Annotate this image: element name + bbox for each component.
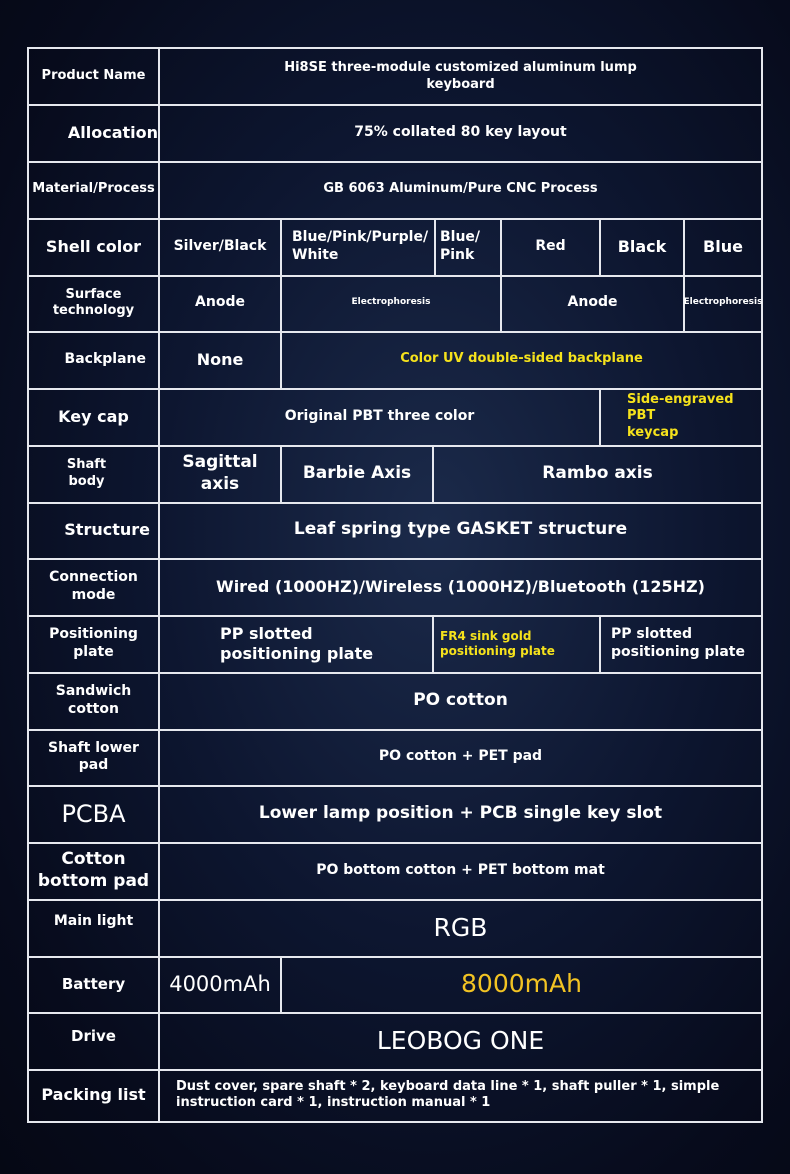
value-main-light: RGB [433, 912, 488, 942]
shaft-sagittal: Sagittal axis [182, 452, 258, 494]
shell-color-silver-black: Silver/Black [173, 237, 267, 254]
battery-4000: 4000mAh [169, 971, 271, 996]
value-product-name: Hi8SE three-module customized aluminum lump keyboard [284, 60, 637, 92]
row-shaft-body [29, 445, 761, 504]
row-surface [29, 275, 761, 333]
label-shaft-lower: Shaft lower pad [29, 729, 160, 785]
label-main-light: Main light [29, 899, 160, 956]
positioning-pp-1: PP slotted positioning plate [220, 623, 374, 663]
label-battery: Battery [29, 956, 160, 1012]
value-pcba: Lower lamp position + PCB single key slot [258, 802, 663, 823]
row-backplane [29, 331, 761, 390]
label-positioning: Positioning plate [29, 615, 160, 672]
row-structure [29, 502, 761, 560]
row-material [29, 161, 761, 220]
label-surface: Surface technology [29, 275, 160, 331]
row-battery [29, 956, 761, 1014]
row-sandwich [29, 672, 761, 731]
row-packing [29, 1069, 761, 1121]
backplane-color-uv: Color UV double-sided backplane [280, 331, 761, 388]
keycap-side-engraved: Side-engraved PBT keycap [599, 388, 761, 445]
battery-8000: 8000mAh [280, 956, 761, 1012]
label-backplane: Backplane [29, 331, 160, 388]
label-packing: Packing list [29, 1069, 160, 1121]
label-allocation: Allocation [29, 104, 160, 161]
row-shell-color [29, 218, 761, 277]
label-shell-color: Shell color [29, 218, 160, 275]
label-structure: Structure [29, 502, 160, 558]
value-cotton-bottom: PO bottom cotton + PET bottom mat [316, 861, 605, 878]
value-material: GB 6063 Aluminum/Pure CNC Process [323, 181, 598, 197]
positioning-fr4: FR4 sink gold positioning plate [432, 615, 599, 672]
label-shaft-body: Shaft body [29, 445, 160, 502]
value-shaft-lower: PO cotton + PET pad [378, 748, 543, 765]
label-pcba: PCBA [29, 785, 160, 842]
row-main-light [29, 899, 761, 958]
shell-color-red: Red [500, 218, 599, 275]
label-product-name: Product Name [29, 49, 160, 104]
row-allocation [29, 104, 761, 163]
surface-anode-1: Anode [195, 294, 245, 311]
label-keycap: Key cap [29, 388, 160, 445]
backplane-none: None [196, 349, 244, 369]
value-drive: LEOBOG ONE [376, 1025, 545, 1055]
row-product-name [29, 49, 761, 106]
label-sandwich: Sandwich cotton [29, 672, 160, 729]
shell-color-blue-pink-purple-white: Blue/Pink/Purple/ White [280, 218, 434, 275]
row-keycap [29, 388, 761, 447]
positioning-pp-2: PP slotted positioning plate [599, 615, 761, 672]
label-cotton-bottom: Cotton bottom pad [29, 842, 160, 899]
shell-color-black: Black [599, 218, 683, 275]
row-connection [29, 558, 761, 617]
label-connection: Connection mode [29, 558, 160, 615]
surface-electrophoresis-2: Electrophoresis [683, 275, 761, 331]
value-structure: Leaf spring type GASKET structure [293, 519, 628, 540]
value-sandwich: PO cotton [413, 689, 508, 710]
shell-color-blue: Blue [683, 218, 761, 275]
row-positioning [29, 615, 761, 674]
shaft-barbie: Barbie Axis [280, 445, 432, 502]
keycap-original-pbt: Original PBT three color [284, 407, 475, 424]
shaft-rambo: Rambo axis [432, 445, 761, 502]
value-connection: Wired (1000HZ)/Wireless (1000HZ)/Bluetooth (125HZ) [216, 576, 705, 596]
label-material: Material/Process [29, 161, 160, 218]
shell-color-blue-pink: Blue/ Pink [434, 218, 500, 275]
value-packing: Dust cover, spare shaft * 2, keyboard data line * 1, shaft puller * 1, simple instruction card * 1, instruction manual * 1 [176, 1078, 720, 1110]
value-allocation: 75% collated 80 key layout [354, 123, 567, 140]
surface-anode-2: Anode [500, 275, 683, 331]
row-cotton-bottom [29, 842, 761, 901]
row-pcba [29, 785, 761, 844]
spec-table [27, 47, 763, 1123]
row-shaft-lower [29, 729, 761, 787]
label-drive: Drive [29, 1012, 160, 1069]
row-drive [29, 1012, 761, 1071]
surface-electrophoresis-1: Electrophoresis [280, 275, 500, 331]
